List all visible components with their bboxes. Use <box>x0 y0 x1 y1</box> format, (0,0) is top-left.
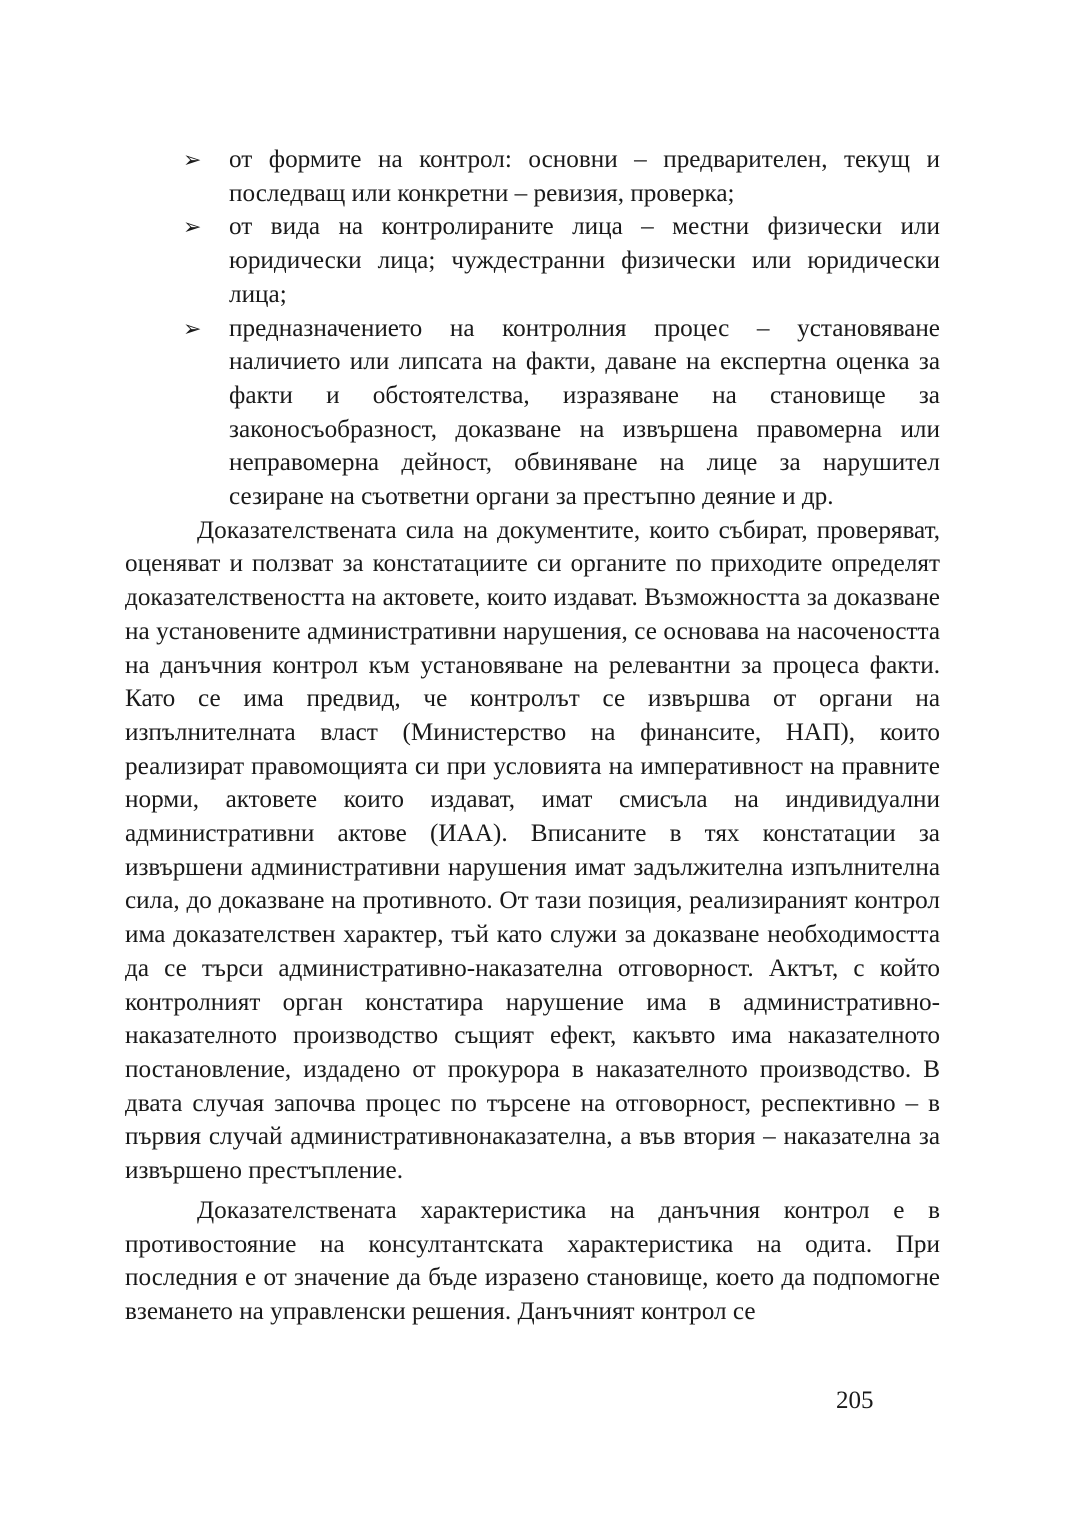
page-text <box>125 143 940 1329</box>
arrowhead-bullet-icon: ➢ <box>183 214 202 240</box>
paragraph-evidentiary-characteristic: Доказателствената характеристика на данъчния контрол е в противостояние на консултантската характеристика на одита. При последния е от значение да бъде изразено становище, което да подпомогне вземането на управленски решения. Данъчният контрол се <box>125 1196 940 1325</box>
bullet-list <box>125 143 940 514</box>
page-number: 205 <box>836 1387 874 1414</box>
bullet-item-control-purpose <box>125 312 940 514</box>
bullet-item-controlled-persons <box>125 210 940 311</box>
bullet-text: предназначението на контролния процес – установяване наличието или липсата на факти, даване на експертна оценка за факти и обстоятелства, изразяване на становище за законосъобразност, доказване на извършена правомерна или неправомерна дейност, обвиняване на лице за нарушител сезиране на съответни органи за престъпно деяние и др. <box>229 314 940 511</box>
paragraph-evidentiary-force: Доказателствената сила на документите, които събират, проверяват, оценяват и ползват за констатациите си органите по приходите определят доказателствеността на актовете, които издават. Възможността за доказване на установените административни нарушения, се основава на насочеността на данъчния контрол към установяване на релевантни за процеса факти. Като се има предвид, че контролът се извършва от органи на изпълнителната власт (Министерство на финансите, НАП), които реализират правомощията си при условията на императивност на правните норми, актовете които издават, имат смисъла на индивидуални административни актове (ИАА). Вписаните в тях констатации за извършени административни нарушения имат задължителна изпълнителна сила, до доказване на противното. От тази позиция, реализираният контрол има доказателствен характер, тъй като служи за доказване необходимостта да се търси административно-наказателна отговорност. Актът, с който контролният орган констатира нарушение има в административно-наказателното производство същият ефект, какъвто има наказателното постановление, издадено от прокурора в наказателното производство. В двата случая започва процес по търсене на отговорност, респективно – в първия случай административнонаказателна, а във втория – наказателна за извършено престъпление. <box>125 516 940 1185</box>
arrowhead-bullet-icon: ➢ <box>183 315 202 341</box>
bullet-item-forms-of-control <box>125 143 940 210</box>
bullet-text: от формите на контрол: основни – предварителен, текущ и последващ или конкретни – ревизия, проверка; <box>229 146 940 207</box>
arrowhead-bullet-icon: ➢ <box>183 147 202 172</box>
bullet-text: от вида на контролираните лица – местни физически или юридически лица; чуждестранни физически или юридически лица; <box>229 213 940 308</box>
